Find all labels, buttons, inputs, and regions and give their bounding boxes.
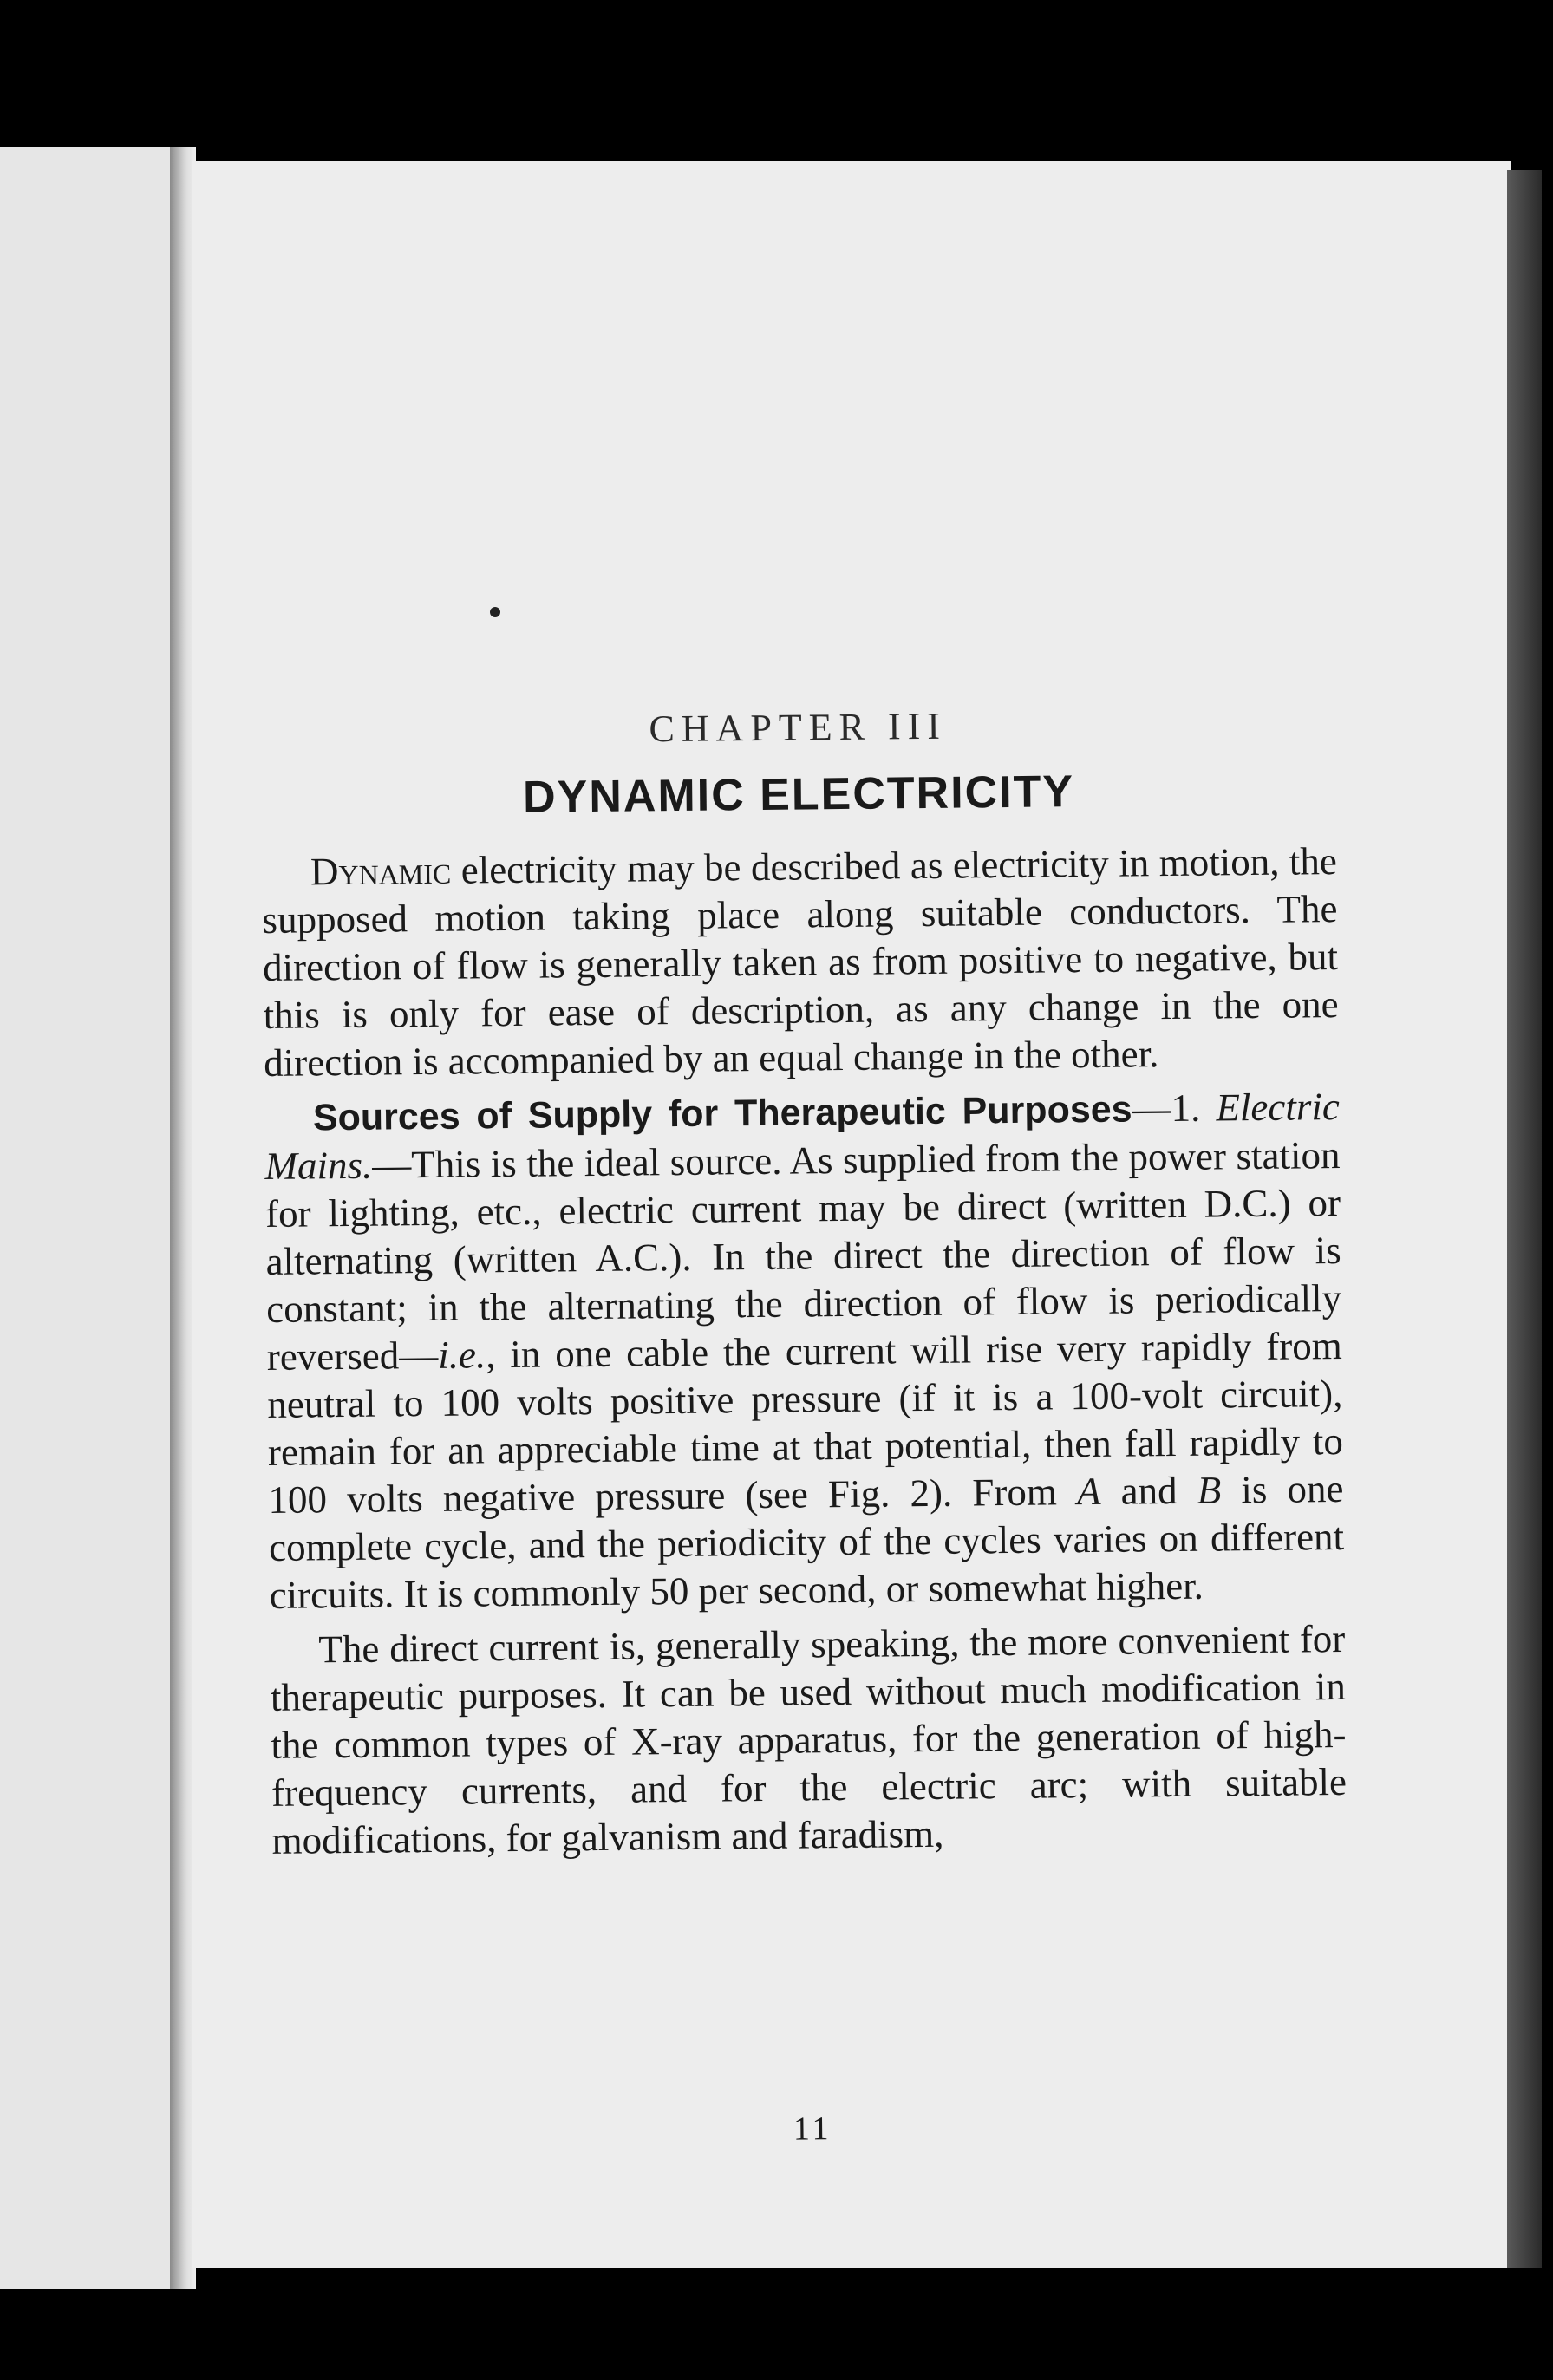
paragraph-text: The direct current is, generally speaking, the more convenient for therapeutic purposes. It can be used without much modification in the common types of X-ray apparatus, for the generation of high-frequency currents, and for the electric arc; with suitable modifications, for galvanism and faradism, — [270, 1616, 1347, 1862]
paragraph-direct-current — [270, 1615, 1347, 1865]
heading-number: —1. — [1132, 1086, 1217, 1131]
paragraph-text: and — [1100, 1468, 1197, 1513]
point-b: B — [1197, 1468, 1222, 1512]
paragraph-dynamic-electricity — [262, 838, 1340, 1087]
paragraph-sources-of-supply — [264, 1083, 1345, 1620]
paragraph-text: —This is the ideal source. As supplied from the power station for lighting, etc., electric current may be direct (written D.C.) or alternating (written A.C.). In the direct the direction of flow is constant; in the alternating the direction of flow is periodically reversed— — [264, 1132, 1342, 1379]
chapter-label: CHAPTER III — [649, 704, 948, 751]
subheading: Electric Mains. — [264, 1084, 1341, 1188]
section-heading: Sources of Supply for Therapeutic Purposes — [312, 1088, 1132, 1139]
page-number: 11 — [793, 2110, 832, 2148]
chapter-title: DYNAMIC ELECTRICITY — [522, 766, 1075, 823]
ie-abbreviation: i.e. — [437, 1333, 486, 1377]
ink-spot — [490, 607, 500, 617]
book-edge — [1507, 170, 1542, 2268]
paragraph-lead-word: Dynamic — [310, 848, 452, 894]
paragraph-text: is one complete cycle, and the periodicity of the cycles varies on different circuits. It is commonly 50 per second, or somewhat higher. — [268, 1466, 1345, 1617]
page-content — [260, 700, 1347, 2148]
point-a: A — [1076, 1469, 1101, 1514]
facing-page — [0, 147, 182, 2289]
paragraph-text: , in one cable the current will rise very rapidly from neutral to 100 volts positive pressure (if it is a 100-volt circuit), remain for an appreciable time at that potential, then fall rapidly to 100 volts negative pressure (see Fig. 2). From — [267, 1323, 1344, 1522]
paragraph-text: electricity may be described as electricity in motion, the supposed motion taking place along suitable conductors. The direction of flow is generally taken as from positive to negative, but this is only for ease of description, as any change in the one direction is accompanied by an equal change in the other. — [262, 839, 1339, 1085]
